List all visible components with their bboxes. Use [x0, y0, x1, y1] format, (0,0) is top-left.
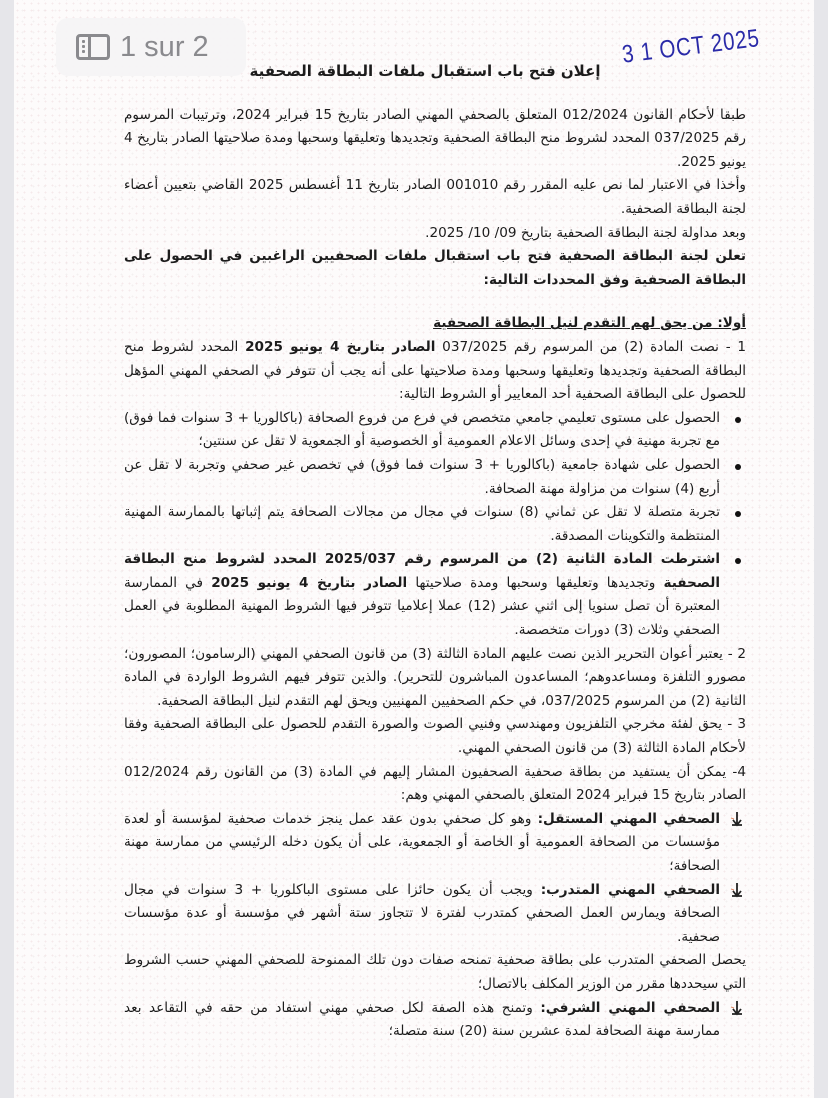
preamble-paragraph: وأخذا في الاعتبار لما نص عليه المقرر رقم 001010 الصادر بتاريخ 11 أغسطس 2025 القاضي بتعيين أعضاء لجنة البطاقة الصحفية. — [124, 177, 746, 217]
page-indicator-label: 1 sur 2 — [120, 30, 209, 63]
bold-bullet-part3: الصادر بتاريخ 4 يونيو 2025 — [211, 574, 408, 591]
criteria-list — [124, 407, 746, 643]
category-label: الصحفي المهني المستقل: — [537, 810, 720, 827]
bold-bullet-part2: وتجديدها وتعليقها وسحبها ومدة صلاحيتها — [407, 574, 664, 591]
category-text: وهو كل صحفي بدون عقد عمل ينجز خدمات صحفية لمؤسسة أو لعدة مؤسسات من الصحافة العمومية أو الخاصة أو الجمعوية، على أن يكون دخله الرئيسي من ممارسة مهنة الصحافة؛ — [124, 810, 720, 874]
bold-bullet-part4: في الممارسة المعتبرة أن تصل سنويا إلى اثني عشر (12) عملا إعلاميا تتوفر فيها الشروط المهنية المطلوبة في العمل الصحفي وثلاث (3) دورات متخصصة. — [124, 574, 720, 639]
bold-bullet-part1: اشترطت المادة الثانية (2) من المرسوم رقم 2025/037 المحدد لشروط منح البطاقة الصحفية — [124, 551, 721, 591]
item-1-date: الصادر بتاريخ 4 يونيو 2025 — [245, 338, 436, 355]
item-1 — [124, 336, 746, 407]
item-4: 4- يمكن أن يستفيد من بطاقة صحفية الصحفيون المشار إليهم في المادة (3) من القانون رقم 012/2024 الصادر بتاريخ 15 فبراير 2024 المتعلق بالصحفي المهني وهم: — [124, 763, 746, 804]
trainee-note: يحصل الصحفي المتدرب على بطاقة صحفية تمنحه صفات دون تلك الممنوحة للصحفي المهني حسب الشروط التي سيحددها مقرر من الوزير المكلف بالاتصال؛ — [124, 952, 746, 992]
arrow-down-icon — [730, 1000, 744, 1016]
preamble-paragraph: طبقا لأحكام القانون 012/2024 المتعلق بالصحفي المهني الصادر بتاريخ 15 فبراير 2024، وترتيبات المرسوم رقم 037/2025 المحدد لشروط منح البطاقة الصحفية وتجديدها وتعليقها وسحبها ومدة صلاحيتها الصادر بتاريخ 4 يونيو 2025. — [124, 106, 746, 170]
document-page — [14, 0, 814, 1098]
date-stamp: 3 1 OCT 2025 — [621, 24, 762, 69]
item-1-suffix: المحدد لشروط منح البطاقة الصحفية وتجديدها وتعليقها وسحبها ومدة صلاحيتها على أنه يجب أن تتوفر في الصحفي المهني المؤهل للحصول على البطاقة الصحفية أحد المعايير أو الشروط التالية: — [124, 338, 746, 403]
honorary-text: وتمنح هذه الصفة لكل صحفي مهني استفاد من حقه في التقاعد بعد ممارسة مهنة الصحافة لمدة عشرين سنة (20) سنة متصلة؛ — [124, 999, 720, 1040]
arrow-down-icon — [730, 811, 744, 827]
list-item — [124, 879, 720, 950]
list-item: تجربة متصلة لا تقل عن ثماني (8) سنوات في مجال من مجالات الصحافة يتم إثباتها بالممارسة المهنية المنتظمة والتكوينات المصدقة. — [124, 501, 720, 548]
document-title: إعلان فتح باب استقبال ملفات البطاقة الصحفية — [249, 62, 601, 80]
list-item — [124, 548, 720, 642]
list-item: الحصول على شهادة جامعية (باكالوريا + 3 سنوات فما فوق) في تخصص غير صحفي وتجربة لا تقل عن أربع (4) سنوات من مزاولة مهنة الصحافة. — [124, 454, 720, 501]
honorary-list — [124, 997, 746, 1044]
document-body — [124, 60, 746, 1044]
honorary-label: الصحفي المهني الشرفي: — [540, 999, 720, 1016]
category-text: ويجب أن يكون حائزا على مستوى الباكلوريا + 3 سنوات في مجال الصحافة ويمارس العمل الصحفي كمتدرب لفترة لا تتجاوز ستة أشهر في مؤسسة أو عدة مؤسسات صحفية. — [124, 881, 720, 945]
item-3: 3 - يحق لفئة مخرجي التلفزيون ومهندسي وفنيي الصوت والصورة التقدم للحصول على البطاقة الصحفية وفقا لأحكام المادة الثالثة (3) من قانون الصحفي المهني. — [124, 716, 746, 757]
arrow-down-icon — [730, 882, 744, 898]
category-label: الصحفي المهني المتدرب: — [540, 881, 720, 898]
section-title: أولا: من يحق لهم التقدم لنيل البطاقة الصحفية — [433, 315, 746, 332]
sidebar-icon[interactable] — [76, 34, 110, 60]
list-item — [124, 997, 720, 1044]
list-item — [124, 808, 720, 879]
categories-list — [124, 808, 746, 950]
item-1-prefix: 1 - نصت المادة (2) من المرسوم رقم 037/2025 — [435, 338, 747, 355]
list-item: الحصول على مستوى تعليمي جامعي متخصص في فرع من فروع الصحافة (باكالوريا + 3 سنوات فما فوق) مع تجربة مهنية في إحدى وسائل الاعلام العمومية أو الخصوصية أو الجمعوية لا تقل عن سنتين؛ — [124, 407, 720, 454]
item-2: 2 - يعتبر أعوان التحرير الذين نصت عليهم المادة الثالثة (3) من قانون الصحفي المهني (الرسامون؛ المصورون؛ مصورو التلفزة ومساعدوهم؛ المساعدون المباشرون للتحرير). والذين تتوفر فيهم الشروط الواردة في المادة الثانية (2) من المرسوم 037/2025، في حكم الصحفيين المهنيين ويحق لهم التقدم لنيل البطاقة الصحفية. — [124, 645, 746, 709]
announcement-paragraph: تعلن لجنة البطاقة الصحفية فتح باب استقبال ملفات الصحفيين الراغبين في الحصول على البطاقة الصحفية وفق المحددات التالية: — [124, 248, 746, 288]
preamble-paragraph: وبعد مداولة لجنة البطاقة الصحفية بتاريخ 09/ 10/ 2025. — [425, 224, 746, 241]
